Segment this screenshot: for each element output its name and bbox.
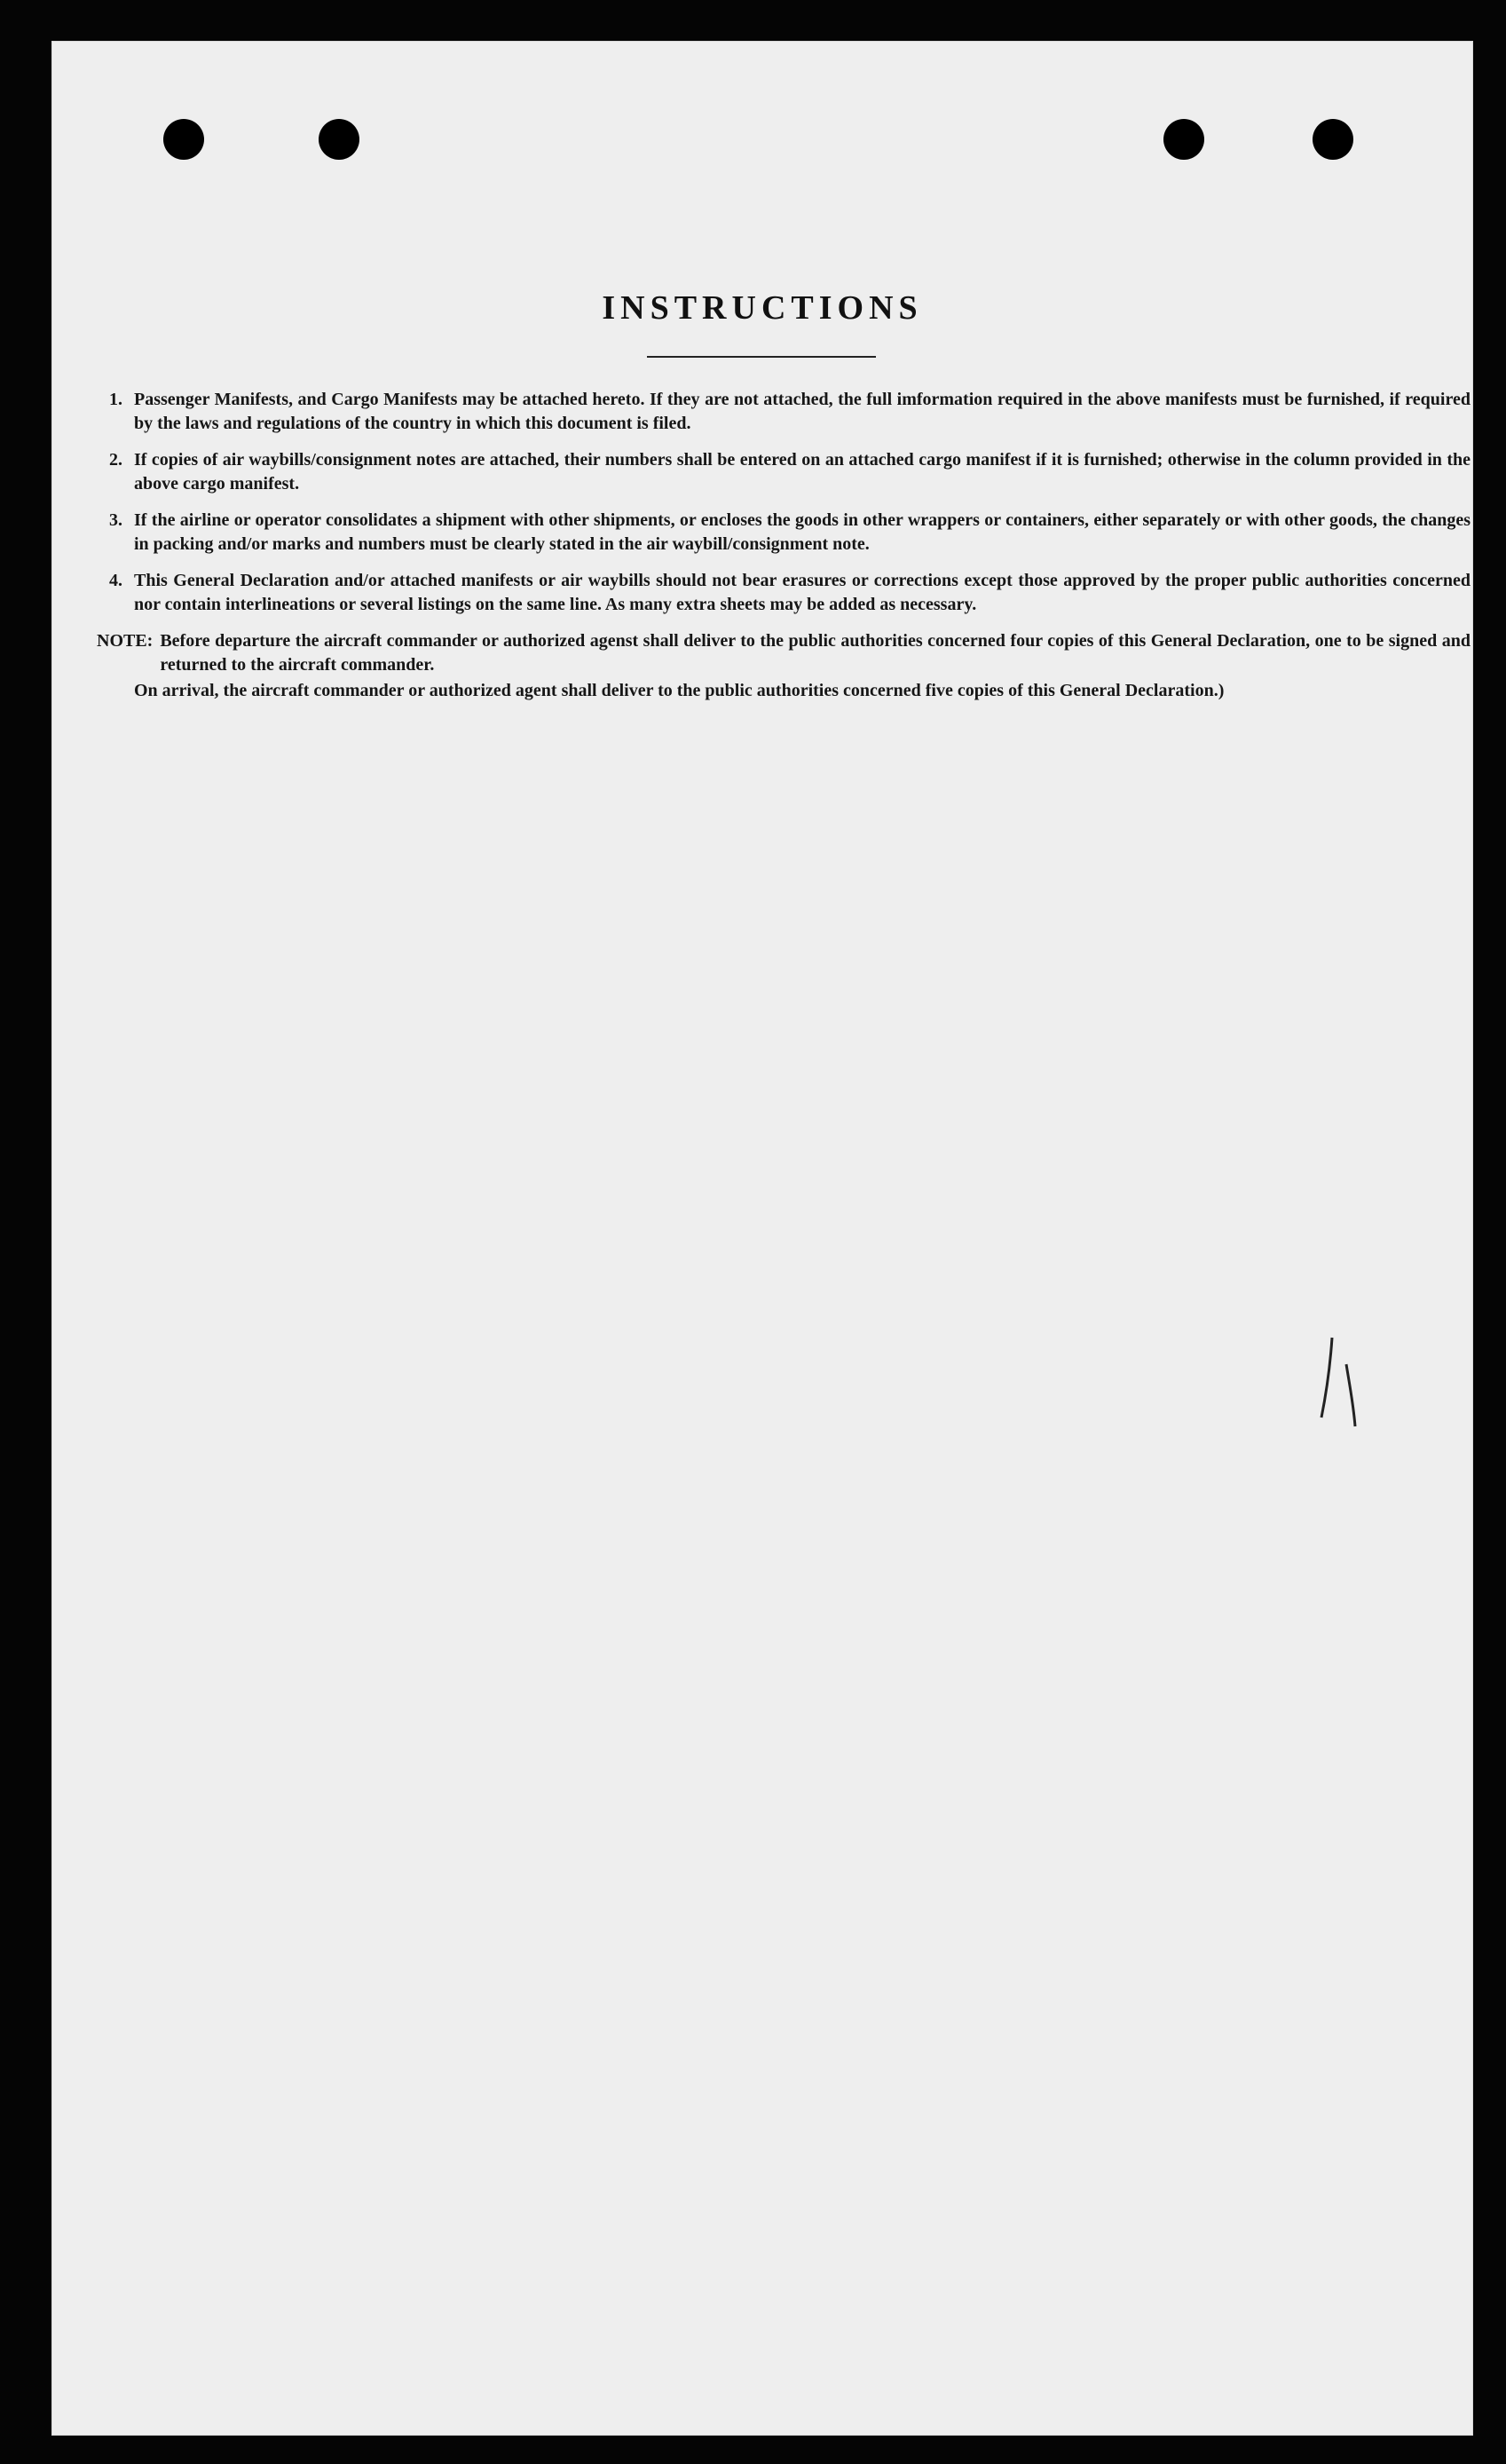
instruction-item — [97, 509, 1471, 557]
punch-hole-left-1 — [163, 119, 204, 160]
instructions-list — [97, 388, 1471, 703]
punch-hole-right-2 — [1313, 119, 1353, 160]
item-text: If the airline or operator consolidates a shipment with other shipments, or encloses the goods in other wrappers or containers, either separately or with other goods, the changes in packing and/or marks and numbers must be clearly stated in the air waybill/consignment note. — [134, 510, 1471, 554]
item-text: Passenger Manifests, and Cargo Manifests may be attached hereto. If they are not attached, the full imformation required in the above manifests must be furnished, if required by the laws and regulations of the country in which this document is filed. — [134, 390, 1471, 433]
instruction-item — [97, 388, 1471, 436]
instruction-item — [97, 448, 1471, 496]
note-label: NOTE: — [97, 631, 154, 651]
punch-hole-right-1 — [1163, 119, 1204, 160]
note-block — [97, 629, 1471, 677]
document-page — [51, 41, 1473, 2436]
title-underline — [647, 356, 876, 358]
item-number: 3. — [109, 510, 122, 530]
note-arrival-text: On arrival, the aircraft commander or authorized agent shall deliver to the public authorities concerned five copies of this General Declaration.) — [134, 681, 1225, 700]
page-title: INSTRUCTIONS — [602, 289, 923, 327]
item-number: 2. — [109, 450, 122, 470]
punch-hole-left-2 — [319, 119, 359, 160]
item-number: 1. — [109, 390, 122, 409]
handwritten-pencil-mark — [1295, 1302, 1366, 1444]
note-text: Before departure the aircraft commander or authorized agenst shall deliver to the public authorities concerned four copies of this General Declaration, one to be signed and returned to the aircraft commander. — [160, 631, 1471, 675]
item-number: 4. — [109, 571, 122, 590]
instruction-item — [97, 569, 1471, 617]
item-text: This General Declaration and/or attached manifests or air waybills should not bear erasures or corrections except those approved by the proper public authorities concerned nor contain interlineations or several listings on the same line. As many extra sheets may be added as necessary. — [134, 571, 1471, 614]
item-text: If copies of air waybills/consignment notes are attached, their numbers shall be entered on an attached cargo manifest if it is furnished; otherwise in the column provided in the above cargo manifest. — [134, 450, 1471, 494]
